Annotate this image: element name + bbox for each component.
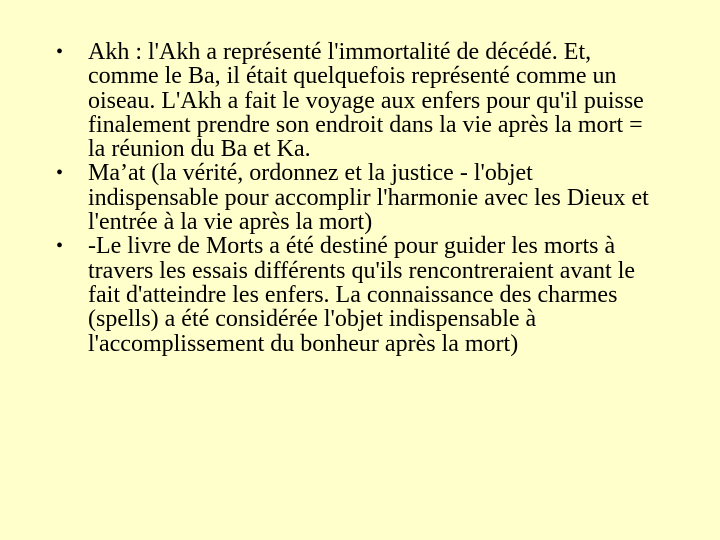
- bullet-marker: •: [56, 235, 64, 258]
- bullet-item-akh: [56, 40, 656, 161]
- bullet-item-maat: [56, 161, 656, 234]
- bullet-text-akh: Akh : l'Akh a représenté l'immortalité de décédé. Et, comme le Ba, il était quelquefois représenté comme un oiseau. L'Akh a fait le voyage aux enfers pour qu'il puisse finalement prendre son endroit dans la vie après la mort = la réunion du Ba et Ka.: [88, 39, 644, 163]
- bullet-text-maat: Ma’at (la vérité, ordonnez et la justice - l'objet indispensable pour accomplir l'harmonie avec les Dieux et l'entrée à la vie après la mort): [88, 160, 649, 236]
- bullet-list: [56, 40, 656, 356]
- bullet-marker: •: [56, 162, 64, 185]
- bullet-item-book-of-the-dead: [56, 234, 656, 355]
- bullet-text-book-of-the-dead: -Le livre de Morts a été destiné pour guider les morts à travers les essais différents qu'ils rencontreraient avant le fait d'atteindre les enfers. La connaissance des charmes (spells) a été considérée l'objet indispensable à l'accomplissement du bonheur après la mort): [88, 233, 636, 357]
- bullet-marker: •: [56, 41, 64, 63]
